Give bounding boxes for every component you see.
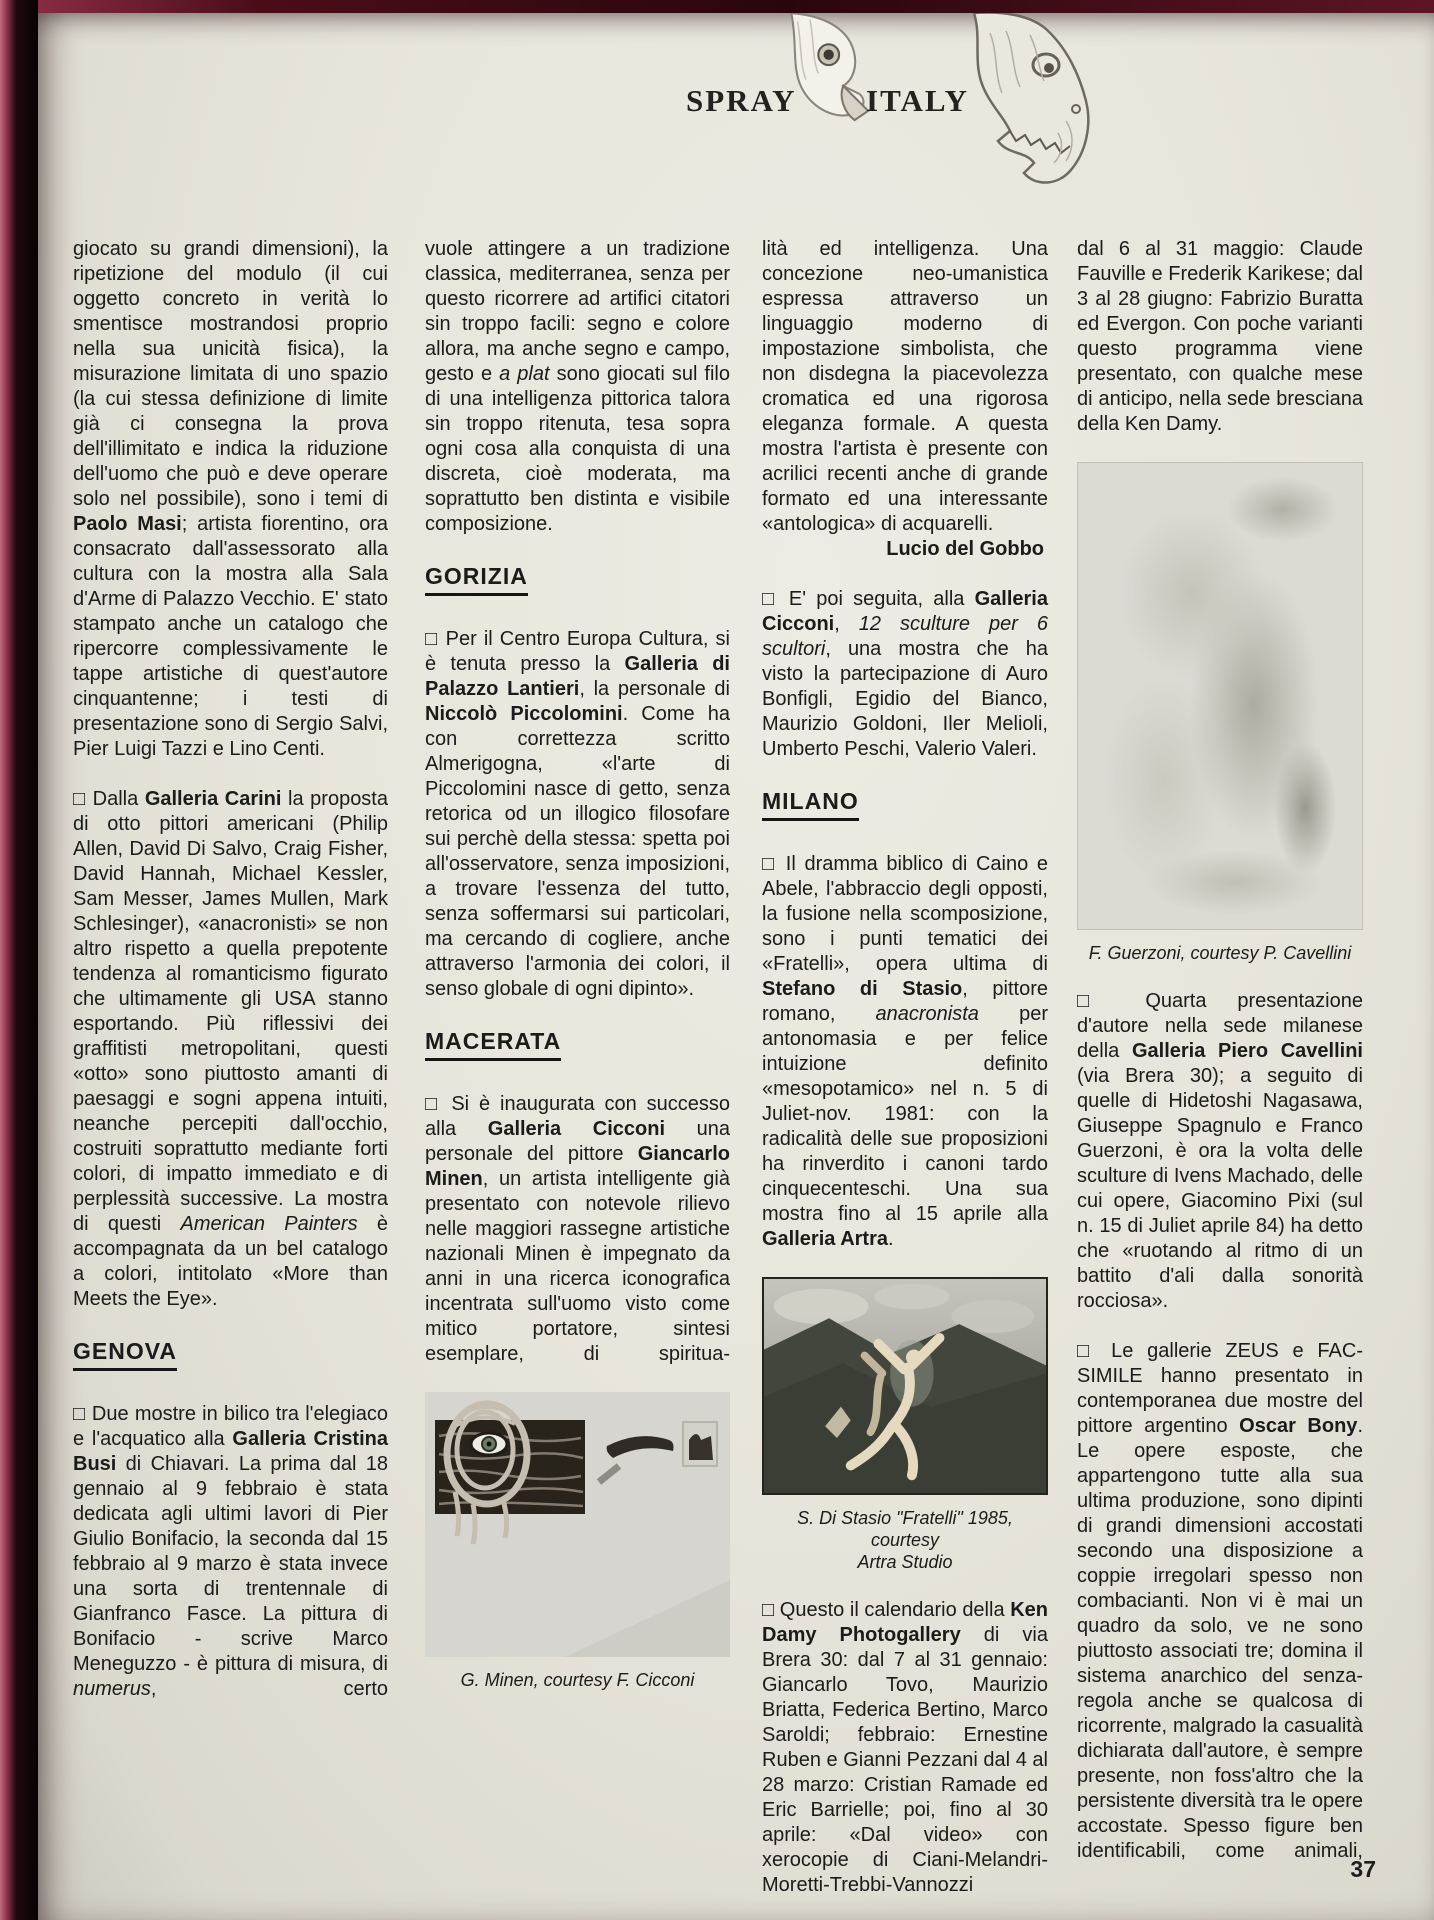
- dove-head-icon: [756, 13, 891, 138]
- section-heading-genova: GENOVA: [73, 1340, 388, 1371]
- author-byline: Lucio del Gobbo: [886, 538, 1044, 560]
- distasio-painting-photo: [762, 1277, 1048, 1495]
- paragraph-di-stasio: □ Il dramma biblico di Caino e Abele, l'abbraccio degli opposti, la fusione nella scomposizione, sono i punti tematici dei «Fratelli», opera ultima di Stefano di Stasio, pittore romano, anacronista per antonomasia e per felice intuizione definito «mesopotamico» nel n. 5 di Juliet-nov. 1981: con la radicalità delle sue proposizioni ha rinverdito i canoni tardo cinquecenteschi. Una sua mostra fino al 15 aprile alla Galleria Artra.: [762, 853, 1048, 1250]
- section-heading-gorizia: GORIZIA: [425, 565, 730, 596]
- minen-exhibition-photo-figure: [425, 1392, 730, 1691]
- distasio-photo-caption: S. Di Stasio "Fratelli" 1985, courtesy Artra Studio: [797, 1508, 1013, 1572]
- magazine-title-spray: SPRAY: [686, 83, 797, 118]
- column-2: [425, 237, 730, 1716]
- column-1: [73, 237, 388, 1727]
- minen-exhibition-photo: [425, 1392, 730, 1657]
- guerzoni-artwork-figure: [1077, 462, 1363, 964]
- page-edge-top: [0, 0, 1434, 13]
- paragraph-giancarlo-minen: □ Si è inaugurata con successo alla Galleria Cicconi una personale del pittore Giancarlo Minen, un artista intelligente già presentato con notevole rilievo nelle maggiori rassegne artistiche nazionali Minen è impegnato da anni in una ricerca iconografica incentrata sull'uomo visto come mitico portatore, sintesi esemplare, di spiritua-: [425, 1093, 730, 1365]
- magazine-sheet: [38, 13, 1434, 1920]
- paragraph-paolo-masi: giocato su grandi dimensioni), la ripetizione del modulo (il cui oggetto concreto in verità lo smentisce mostrandosi proprio nella sua unicità fisica), la misurazione limitata di uno spazio (la cui stessa definizione di limite già ci consegna la prova dell'illimitato e indica la riduzione dell'uomo che può e deve operare solo nel possibile), sono i temi di Paolo Masi; artista fiorentino, ora consacrato dall'assessorato alla cultura con la mostra alla Sala d'Arme di Palazzo Vecchio. E' stato stampato anche un catalogo che ripercorre complessivamente le tappe artistiche di quest'autore cinquantenne; i testi di presentazione sono di Sergio Salvi, Pier Luigi Tazzi e Lino Centi.: [73, 238, 388, 760]
- paragraph-zeus-facsimile: □ Le gallerie ZEUS e FAC-SIMILE hanno presentato in contemporanea due mostre del pittore argentino Oscar Bony. Le opere esposte, che appartengono tutte alla sua ultima produzione, sono dipinti di grandi dimensioni accostati secondo una disposizione a coppie irregolari spesso non combacianti. Non vi è mai un quadro da solo, ve ne sono piuttosto associati tre; domina il sistema anarchico del senza-regola anche se qualcosa di ricorrente, malgrado la casualità dichiarata dall'autore, è sempre presente, non foss'altro che la persistente diversità tra le opere accostate. Spesso figure ben identificabili, come animali,: [1077, 1340, 1363, 1862]
- paragraph-continuation-kendamy: dal 6 al 31 maggio: Claude Fauville e Frederik Karikese; dal 3 al 28 giugno: Fabrizio Buratta ed Evergon. Con poche varianti questo programma viene presentato, con qualche mese di anticipo, nella sede bresciana della Ken Damy.: [1077, 238, 1363, 435]
- minen-photo-caption: G. Minen, courtesy F. Cicconi: [460, 1670, 695, 1690]
- paragraph-piero-cavellini: □ Quarta presentazione d'autore nella sede milanese della Galleria Piero Cavellini (via Brera 30); a seguito di quelle di Hidetoshi Nagasawa, Giuseppe Spagnulo e Franco Guerzoni, è ora la volta delle sculture di Ivens Machado, delle cui opere, Giacomino Pixi (sul n. 15 di Juliet aprile 84) ha detto che «ruotando al ritmo di un battito d'ali dalla sonorità rocciosa».: [1077, 990, 1363, 1312]
- paragraph-palazzo-lantieri: □ Per il Centro Europa Cultura, si è tenuta presso la Galleria di Palazzo Lantieri, la personale di Niccolò Piccolomini. Come ha con correttezza scritto Almerigogna, «l'arte di Piccolomini nasce di getto, senza retorica od un illogico filosofare sui perchè della stessa: spetta poi all'osservatore, senza imposizioni, a trovare l'essenza del tutto, senza soffermarsi sui particolari, ma cercando di cogliere, anche attraverso l'armonia dei colori, il senso globale di ogni dipinto».: [425, 628, 730, 1000]
- paragraph-ken-damy: □ Questo il calendario della Ken Damy Photogallery di via Brera 30: dal 7 al 31 gennaio: Giancarlo Tovo, Maurizio Briatta, Federica Bertino, Marco Saroldi; febbraio: Ernestine Ruben e Gianni Pezzani dal 4 al 28 marzo: Cristian Ramade ed Eric Barrielle; poi, fino al 30 aprile: «Dal video» con xerocopie di Ciani-Melandri-Moretti-Trebbi-Vannozzi: [762, 1599, 1049, 1896]
- paragraph-continuation-macerata: lità ed intelligenza. Una concezione neo-umanistica espressa attraverso un linguaggio moderno di impostazione simbolista, che non disdegna la piacevolezza cromatica ed una rigorosa eleganza formale. A questa mostra l'artista è presente con acrilici recenti anche di grande formato ed una interessante «antologica» di acquarelli.: [762, 238, 1048, 535]
- paragraph-12-sculture: □ E' poi seguita, alla Galleria Cicconi, 12 sculture per 6 scultori, una mostra che ha visto la partecipazione di Auro Bonfigli, Egidio del Bianco, Maurizio Goldoni, Iler Melioli, Umberto Peschi, Valerio Valeri.: [762, 588, 1048, 760]
- paragraph-galleria-carini: □ Dalla Galleria Carini la proposta di otto pittori americani (Philip Allen, David Di Salvo, Craig Fisher, David Hannah, Michael Kessler, Sam Messer, James Mullen, Mark Schlesinger), «anacronisti» se non altro rispetto a quella prepotente tendenza al romanticismo figurato che ultimamente gli USA stanno esportando. Più riflessivi dei graffitisti metropolitani, questi «otto» sono piuttosto amanti di paesaggi e sogni appena intuiti, neanche percepiti dall'occhio, costruiti soprattutto mediante forti colori, di impatto immediato e di perplessità successive. La mostra di questi American Painters è accompagnata da un bel catalogo a colori, intitolato «More than Meets the Eye».: [73, 788, 388, 1310]
- guerzoni-photo-caption: F. Guerzoni, courtesy P. Cavellini: [1088, 943, 1352, 963]
- paragraph-cristina-busi: □ Due mostre in bilico tra l'elegiaco e l'acquatico alla Galleria Cristina Busi di Chiavari. La prima dal 18 gennaio al 9 febbraio è stata dedicata agli ultimi lavori di Pier Giulio Bonifacio, la seconda dal 15 febbraio al 9 marzo è stata invece una sorta di trentennale di Gianfranco Fasce. La pittura di Bonifacio - scrive Marco Meneguzzo - è pittura di misura, di numerus, certo: [73, 1403, 388, 1700]
- page-number: 37: [1350, 1856, 1376, 1882]
- guerzoni-artwork-photo: [1077, 462, 1363, 930]
- column-4: [1077, 237, 1363, 1889]
- magazine-title-italy: ITALY: [866, 83, 970, 118]
- page-edge-left: [0, 0, 38, 1920]
- paragraph-continuation-genova: vuole attingere a un tradizione classica, mediterranea, senza per questo ricorrere ad artifici citatori sin troppo facili: segno e colore allora, ma anche segno e campo, gesto e a plat sono giocati sul filo di una intelligenza pittorica talora sin troppo ritenuta, tesa sopra ogni cosa alla conquista di una discreta, cioè moderata, ma soprattutto ben distinta e visibile composizione.: [425, 238, 730, 535]
- distasio-painting-figure: [762, 1277, 1048, 1573]
- section-heading-milano: MILANO: [762, 790, 1048, 821]
- column-3: [762, 237, 1048, 1920]
- section-heading-macerata: MACERATA: [425, 1030, 730, 1061]
